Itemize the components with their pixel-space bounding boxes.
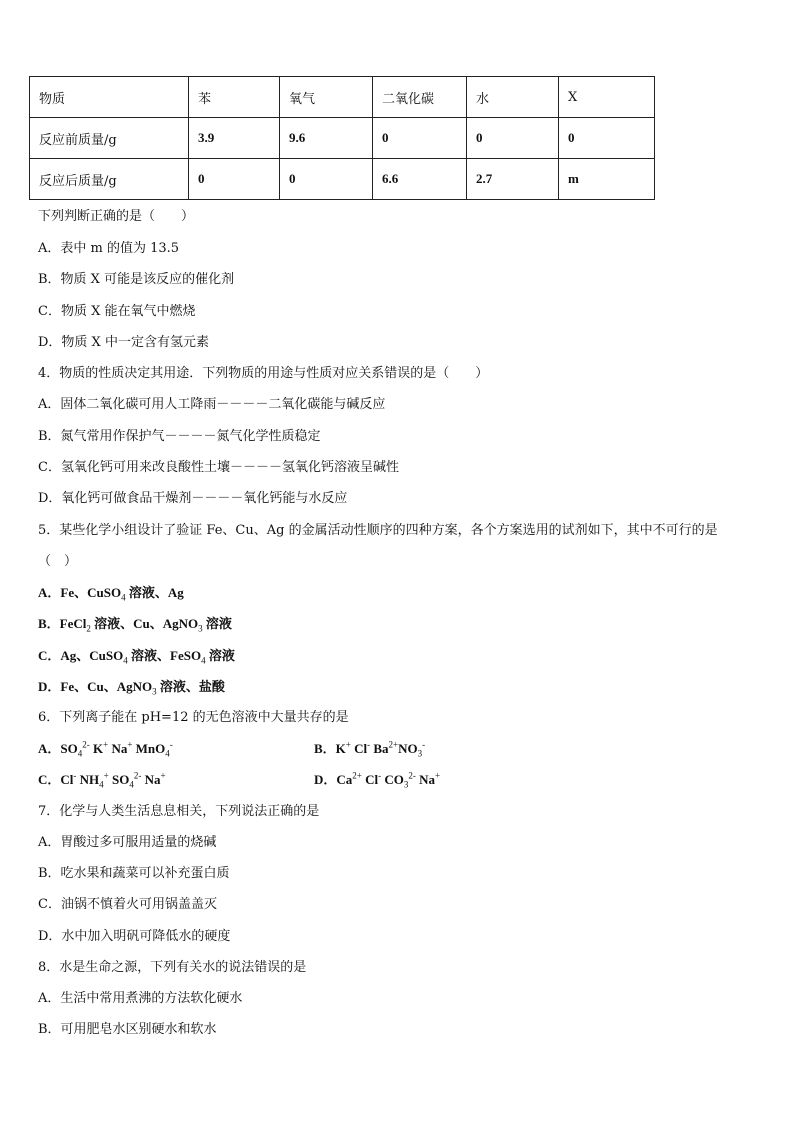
table-cell: m [559,159,655,200]
table-cell: 3.9 [189,118,280,159]
q3-option-a: A．表中 m 的值为 13.5 [38,241,180,256]
table-cell: 0 [189,159,280,200]
table-header-cell: 氧气 [280,77,373,118]
mass-table [29,76,655,200]
q5-option-a: A．Fe、CuSO$_4$ 溶液、Ag [38,585,184,603]
q4-option-b: B．氮气常用作保护气－－－－氮气化学性质稳定 [38,429,321,444]
q5-stem: 5．某些化学小组设计了验证 Fe、Cu、Ag 的金属活动性顺序的四种方案，各个方案选用的试剂如下，其中不可行的是 [38,523,718,538]
q7-stem: 7．化学与人类生活息息相关，下列说法正确的是 [38,804,320,819]
table-cell: 反应后质量/g [30,159,189,200]
table-cell: 0 [373,118,467,159]
table-cell: 0 [280,159,373,200]
q3-stem: 下列判断正确的是（ ） [38,209,195,224]
q6-option-c: C．Cl- $NH_4^+$ $SO_4^{2-}$ Na+ [38,770,166,790]
q4-option-c: C．氢氧化钙可用来改良酸性土壤－－－－氢氧化钙溶液呈碱性 [38,460,399,475]
q5-option-d: D．Fe、Cu、AgNO$_3$ 溶液、盐酸 [38,679,225,697]
table-cell: 9.6 [280,118,373,159]
q6-option-d: D．$Ca^{2+}$ Cl- $CO_3^{2-}$ Na+ [314,770,441,790]
table-header-row [30,77,655,118]
table-cell: 0 [467,118,559,159]
table-cell: 反应前质量/g [30,118,189,159]
q5-option-b: B．FeCl$_2$ 溶液、Cu、AgNO$_3$ 溶液 [38,616,232,634]
q7-option-b: B．吃水果和蔬菜可以补充蛋白质 [38,866,230,881]
table-cell: 2.7 [467,159,559,200]
q8-stem: 8．水是生命之源，下列有关水的说法错误的是 [38,960,307,975]
q7-option-a: A．胃酸过多可服用适量的烧碱 [38,835,217,850]
table-header-cell: X [559,77,655,118]
q6-options-ab [38,740,173,759]
q4-stem: 4．物质的性质决定其用途．下列物质的用途与性质对应关系错误的是（ ） [38,366,489,381]
table-header-cell: 苯 [189,77,280,118]
q8-option-a: A．生活中常用煮沸的方法软化硬水 [38,991,243,1006]
table-header-cell: 水 [467,77,559,118]
q8-option-b: B．可用肥皂水区别硬水和软水 [38,1022,217,1037]
q5-stem-bracket: （ ） [38,554,78,569]
q6-option-a: A．$SO_4^{2-}$ K+ Na+ MnO$_4$- [38,739,173,759]
q7-option-c: C．油锅不慎着火可用锅盖盖灭 [38,897,217,912]
table-row [30,118,655,159]
q4-option-d: D．氧化钙可做食品干燥剂－－－－氧化钙能与水反应 [38,491,348,506]
table-header-cell: 物质 [30,77,189,118]
q3-option-b: B．物质 X 可能是该反应的催化剂 [38,272,235,287]
q6-stem: 6．下列离子能在 pH=12 的无色溶液中大量共存的是 [38,710,349,725]
table-row [30,159,655,200]
q7-option-d: D．水中加入明矾可降低水的硬度 [38,929,231,944]
q5-option-c: C．Ag、CuSO$_4$ 溶液、FeSO$_4$ 溶液 [38,648,235,666]
table-cell: 0 [559,118,655,159]
table-cell: 6.6 [373,159,467,200]
q6-option-b: B．K+ Cl- $Ba^{2+}NO_3^-$ [314,739,426,759]
q4-option-a: A．固体二氧化碳可用人工降雨－－－－二氧化碳能与碱反应 [38,397,386,412]
q3-option-c: C．物质 X 能在氧气中燃烧 [38,304,196,319]
table-header-cell: 二氧化碳 [373,77,467,118]
q3-option-d: D．物质 X 中一定含有氢元素 [38,335,209,350]
